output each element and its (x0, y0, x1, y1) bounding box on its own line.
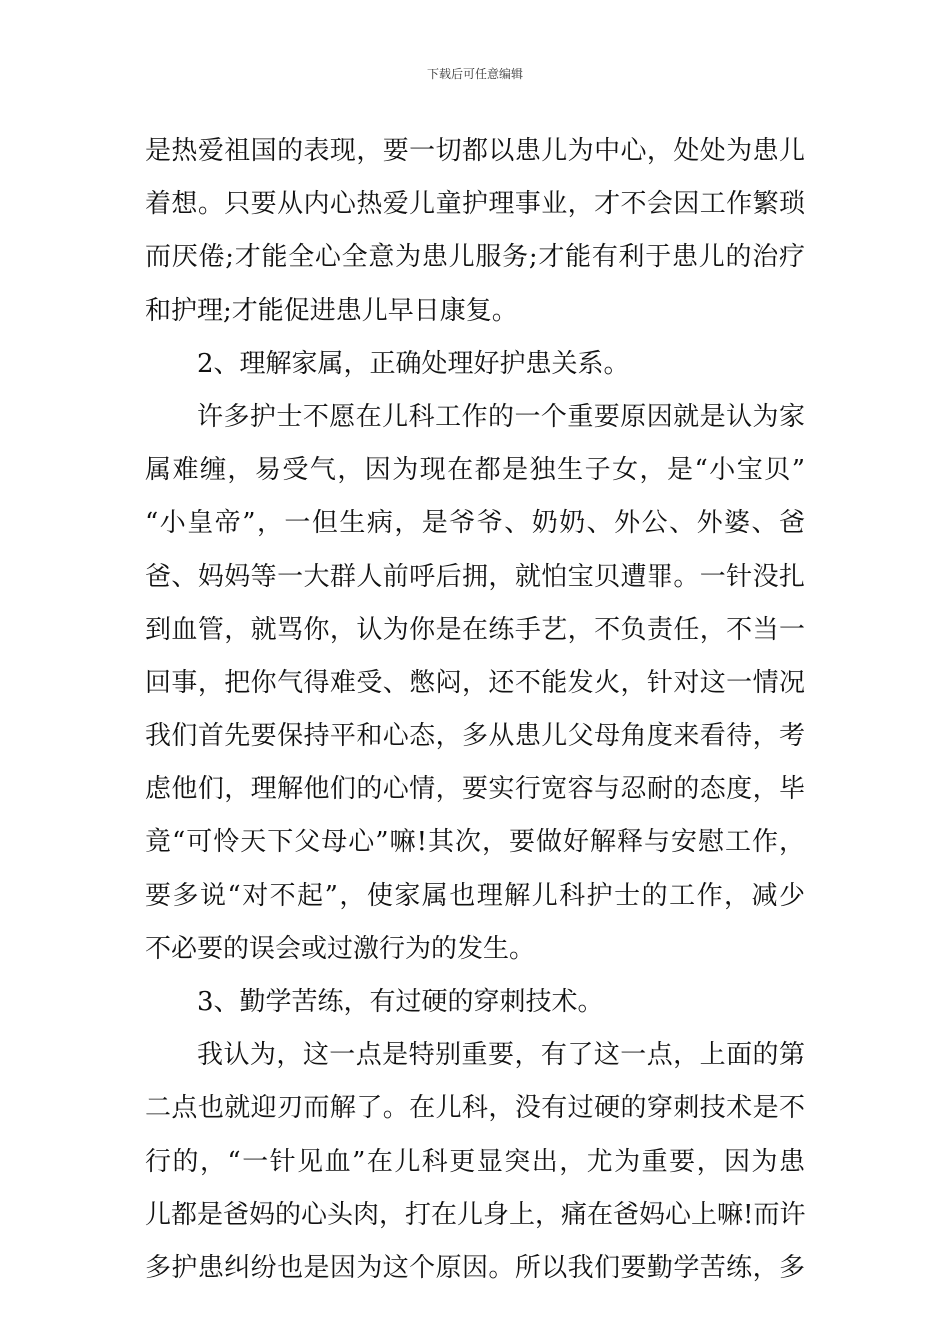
document-body (145, 125, 805, 1295)
text-line: 多护患纠纷也是因为这个原因。所以我们要勤学苦练，多 (145, 1252, 805, 1283)
section-heading-3: 3、勤学苦练，有过硬的穿刺技术。 (197, 987, 604, 1017)
text-line: 二点也就迎刃而解了。在儿科，没有过硬的穿刺技术是不 (145, 1093, 805, 1124)
text-line: 和护理;才能促进患儿早日康复。 (145, 295, 518, 326)
text-line: 儿都是爸妈的心头肉，打在儿身上，痛在爸妈心上嘛!而许 (145, 1199, 806, 1230)
text-line: 不必要的误会或过激行为的发生。 (145, 933, 536, 964)
text-line: 竟“可怜天下父母心”嘛!其次，要做好解释与安慰工作， (145, 827, 805, 858)
text-line: 我认为，这一点是特别重要，有了这一点，上面的第 (197, 1040, 805, 1071)
text-line: 回事，把你气得难受、憋闷，还不能发火，针对这一情况 (145, 667, 805, 698)
text-line: 虑他们，理解他们的心情，要实行宽容与忍耐的态度，毕 (145, 774, 805, 805)
text-line: 属难缠，易受气，因为现在都是独生子女，是“小宝贝” (145, 455, 805, 486)
text-line: 是热爱祖国的表现，要一切都以患儿为中心，处处为患儿 (145, 136, 805, 166)
text-line: 行的，“一针见血”在儿科更显突出，尤为重要，因为患 (145, 1146, 805, 1177)
text-line: 爸、妈妈等一大群人前呼后拥，就怕宝贝遭罪。一针没扎 (145, 561, 805, 592)
text-line: 要多说“对不起”，使家属也理解儿科护士的工作，减少 (145, 880, 805, 911)
page-header: 下载后可任意编辑 (426, 67, 523, 81)
text-line: 许多护士不愿在儿科工作的一个重要原因就是认为家 (197, 401, 805, 432)
text-line: “小皇帝”，一但生病，是爷爷、奶奶、外公、外婆、爸 (145, 508, 805, 539)
text-line: 而厌倦;才能全心全意为患儿服务;才能有利于患儿的治疗 (145, 242, 805, 273)
text-line: 到血管，就骂你，认为你是在练手艺，不负责任，不当一 (145, 614, 805, 645)
text-line: 着想。只要从内心热爱儿童护理事业，才不会因工作繁琐 (145, 189, 805, 220)
text-line: 我们首先要保持平和心态，多从患儿父母角度来看待，考 (145, 721, 805, 752)
section-heading-2: 2、理解家属，正确处理好护患关系。 (197, 348, 630, 379)
